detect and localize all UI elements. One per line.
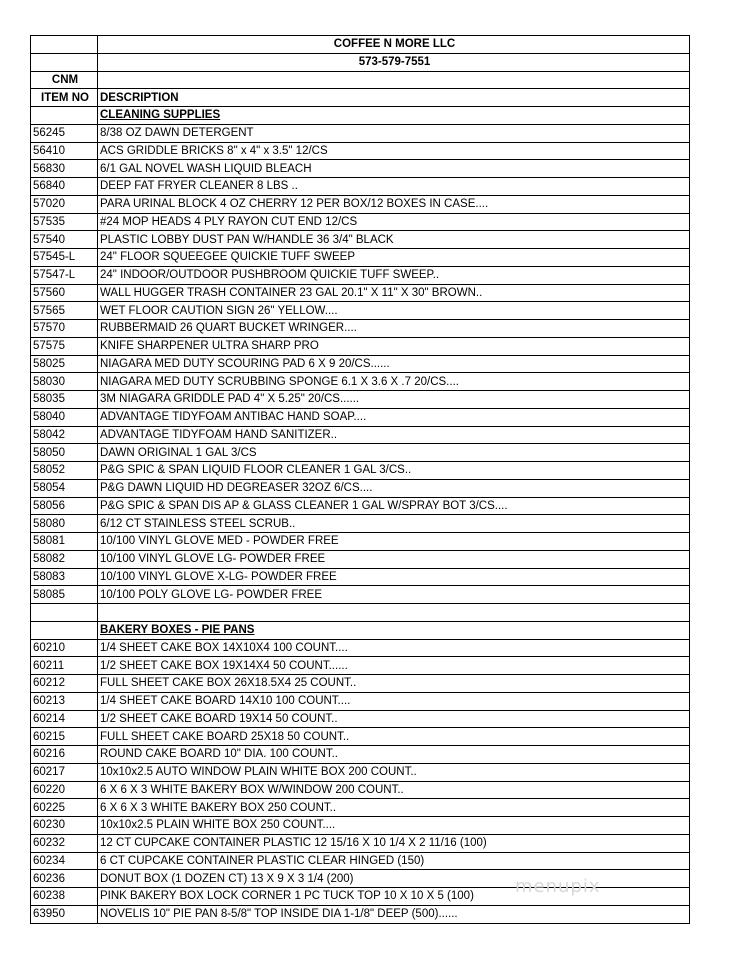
item-number: 60211 bbox=[31, 657, 98, 675]
table-row bbox=[31, 834, 690, 852]
table-row bbox=[31, 852, 690, 870]
table-row bbox=[31, 124, 690, 142]
table-row bbox=[31, 586, 690, 604]
item-description: 3M NIAGARA GRIDDLE PAD 4" X 5.25" 20/CS...... bbox=[98, 391, 690, 409]
item-number: 60230 bbox=[31, 817, 98, 835]
item-description: DEEP FAT FRYER CLEANER 8 LBS .. bbox=[98, 178, 690, 196]
table-row bbox=[31, 568, 690, 586]
item-number: 58056 bbox=[31, 497, 98, 515]
table-row bbox=[31, 302, 690, 320]
item-description: 8/38 OZ DAWN DETERGENT bbox=[98, 124, 690, 142]
item-description: FULL SHEET CAKE BOX 26X18.5X4 25 COUNT.. bbox=[98, 675, 690, 693]
item-number: 57535 bbox=[31, 213, 98, 231]
item-number: 58035 bbox=[31, 391, 98, 409]
item-description: 10/100 POLY GLOVE LG- POWDER FREE bbox=[98, 586, 690, 604]
item-number: 56410 bbox=[31, 142, 98, 160]
item-description: 1/2 SHEET CAKE BOX 19X14X4 50 COUNT...... bbox=[98, 657, 690, 675]
blank-row bbox=[31, 604, 690, 622]
item-description: PLASTIC LOBBY DUST PAN W/HANDLE 36 3/4" BLACK bbox=[98, 231, 690, 249]
price-list-body bbox=[31, 36, 690, 924]
section-title: CLEANING SUPPLIES bbox=[98, 107, 690, 125]
table-row bbox=[31, 320, 690, 338]
blank-cell bbox=[31, 604, 98, 622]
item-number: 60220 bbox=[31, 781, 98, 799]
table-row bbox=[31, 213, 690, 231]
table-row bbox=[31, 337, 690, 355]
item-description: PARA URINAL BLOCK 4 OZ CHERRY 12 PER BOX/12 BOXES IN CASE.... bbox=[98, 195, 690, 213]
item-description: P&G SPIC & SPAN LIQUID FLOOR CLEANER 1 GAL 3/CS.. bbox=[98, 462, 690, 480]
item-number: 57575 bbox=[31, 337, 98, 355]
table-row bbox=[31, 639, 690, 657]
table-row bbox=[31, 444, 690, 462]
item-description: 10/100 VINYL GLOVE X-LG- POWDER FREE bbox=[98, 568, 690, 586]
table-row bbox=[31, 178, 690, 196]
item-number: 58080 bbox=[31, 515, 98, 533]
table-row bbox=[31, 728, 690, 746]
table-row bbox=[31, 231, 690, 249]
item-number: 58025 bbox=[31, 355, 98, 373]
item-description: NIAGARA MED DUTY SCOURING PAD 6 X 9 20/CS...... bbox=[98, 355, 690, 373]
table-row bbox=[31, 249, 690, 267]
company-name: COFFEE N MORE LLC bbox=[98, 36, 690, 54]
item-number: 60212 bbox=[31, 675, 98, 693]
item-number: 60238 bbox=[31, 888, 98, 906]
section-header-row bbox=[31, 621, 690, 639]
header-blank-cell bbox=[31, 36, 98, 54]
table-row bbox=[31, 905, 690, 923]
item-description: 6 CT CUPCAKE CONTAINER PLASTIC CLEAR HINGED (150) bbox=[98, 852, 690, 870]
item-number: 60214 bbox=[31, 710, 98, 728]
item-description: PINK BAKERY BOX LOCK CORNER 1 PC TUCK TOP 10 X 10 X 5 (100) bbox=[98, 888, 690, 906]
header-phone-row bbox=[31, 53, 690, 71]
item-number: 57020 bbox=[31, 195, 98, 213]
item-description: P&G SPIC & SPAN DIS AP & GLASS CLEANER 1 GAL W/SPRAY BOT 3/CS.... bbox=[98, 497, 690, 515]
item-number: 58085 bbox=[31, 586, 98, 604]
menupix-watermark: menupix bbox=[515, 876, 601, 897]
item-description: 1/4 SHEET CAKE BOX 14X10X4 100 COUNT.... bbox=[98, 639, 690, 657]
table-row bbox=[31, 657, 690, 675]
item-description: 1/4 SHEET CAKE BOARD 14X10 100 COUNT.... bbox=[98, 692, 690, 710]
table-row bbox=[31, 533, 690, 551]
company-phone: 573-579-7551 bbox=[98, 53, 690, 71]
item-number: 57545-L bbox=[31, 249, 98, 267]
header-company-row bbox=[31, 36, 690, 54]
item-description: 12 CT CUPCAKE CONTAINER PLASTIC 12 15/16 X 10 1/4 X 2 11/16 (100) bbox=[98, 834, 690, 852]
item-number: 63950 bbox=[31, 905, 98, 923]
item-number: 56840 bbox=[31, 178, 98, 196]
header-cnm-row bbox=[31, 71, 690, 89]
table-row bbox=[31, 799, 690, 817]
item-description: P&G DAWN LIQUID HD DEGREASER 32OZ 6/CS.... bbox=[98, 479, 690, 497]
table-row bbox=[31, 142, 690, 160]
table-row bbox=[31, 408, 690, 426]
column-header-description: DESCRIPTION bbox=[98, 89, 690, 107]
item-number: 60217 bbox=[31, 763, 98, 781]
item-number: 58042 bbox=[31, 426, 98, 444]
item-number: 60236 bbox=[31, 870, 98, 888]
table-row bbox=[31, 781, 690, 799]
item-number: 60234 bbox=[31, 852, 98, 870]
item-description: DONUT BOX (1 DOZEN CT) 13 X 9 X 3 1/4 (200) bbox=[98, 870, 690, 888]
table-row bbox=[31, 355, 690, 373]
item-number: 58082 bbox=[31, 550, 98, 568]
item-number: 60225 bbox=[31, 799, 98, 817]
table-row bbox=[31, 817, 690, 835]
item-description: #24 MOP HEADS 4 PLY RAYON CUT END 12/CS bbox=[98, 213, 690, 231]
item-description: 10/100 VINYL GLOVE LG- POWDER FREE bbox=[98, 550, 690, 568]
item-description: DAWN ORIGINAL 1 GAL 3/CS bbox=[98, 444, 690, 462]
item-number: 60216 bbox=[31, 746, 98, 764]
item-description: NOVELIS 10" PIE PAN 8-5/8" TOP INSIDE DIA 1-1/8" DEEP (500)...... bbox=[98, 905, 690, 923]
table-row bbox=[31, 763, 690, 781]
item-description: WALL HUGGER TRASH CONTAINER 23 GAL 20.1" X 11" X 30" BROWN.. bbox=[98, 284, 690, 302]
column-header-item-no: ITEM NO bbox=[31, 89, 98, 107]
table-row bbox=[31, 373, 690, 391]
table-row bbox=[31, 675, 690, 693]
item-description: WET FLOOR CAUTION SIGN 26" YELLOW.... bbox=[98, 302, 690, 320]
item-description: 24" INDOOR/OUTDOOR PUSHBROOM QUICKIE TUFF SWEEP.. bbox=[98, 266, 690, 284]
table-row bbox=[31, 497, 690, 515]
table-row bbox=[31, 195, 690, 213]
table-row bbox=[31, 515, 690, 533]
table-row bbox=[31, 266, 690, 284]
item-number: 60210 bbox=[31, 639, 98, 657]
price-list-table bbox=[30, 35, 690, 924]
item-description: 6 X 6 X 3 WHITE BAKERY BOX W/WINDOW 200 COUNT.. bbox=[98, 781, 690, 799]
header-blank-cell bbox=[98, 71, 690, 89]
table-row bbox=[31, 550, 690, 568]
item-number: 60232 bbox=[31, 834, 98, 852]
item-number: 56830 bbox=[31, 160, 98, 178]
table-row bbox=[31, 160, 690, 178]
header-blank-cell bbox=[31, 53, 98, 71]
item-number: 57565 bbox=[31, 302, 98, 320]
item-description: RUBBERMAID 26 QUART BUCKET WRINGER.... bbox=[98, 320, 690, 338]
table-row bbox=[31, 284, 690, 302]
item-description: 1/2 SHEET CAKE BOARD 19X14 50 COUNT.. bbox=[98, 710, 690, 728]
section-header-row bbox=[31, 107, 690, 125]
item-description: 10/100 VINYL GLOVE MED - POWDER FREE bbox=[98, 533, 690, 551]
item-description: 6/1 GAL NOVEL WASH LIQUID BLEACH bbox=[98, 160, 690, 178]
item-description: 6/12 CT STAINLESS STEEL SCRUB.. bbox=[98, 515, 690, 533]
item-description: 10x10x2.5 AUTO WINDOW PLAIN WHITE BOX 200 COUNT.. bbox=[98, 763, 690, 781]
item-number: 57547-L bbox=[31, 266, 98, 284]
item-number: 58052 bbox=[31, 462, 98, 480]
section-blank-cell bbox=[31, 107, 98, 125]
item-number: 58050 bbox=[31, 444, 98, 462]
table-row bbox=[31, 391, 690, 409]
item-description: 24" FLOOR SQUEEGEE QUICKIE TUFF SWEEP bbox=[98, 249, 690, 267]
item-number: 58054 bbox=[31, 479, 98, 497]
header-columns-row bbox=[31, 89, 690, 107]
item-number: 60213 bbox=[31, 692, 98, 710]
section-title: BAKERY BOXES - PIE PANS bbox=[98, 621, 690, 639]
item-description: ADVANTAGE TIDYFOAM HAND SANITIZER.. bbox=[98, 426, 690, 444]
item-description: NIAGARA MED DUTY SCRUBBING SPONGE 6.1 X 3.6 X .7 20/CS.... bbox=[98, 373, 690, 391]
table-row bbox=[31, 692, 690, 710]
item-description: ROUND CAKE BOARD 10" DIA. 100 COUNT.. bbox=[98, 746, 690, 764]
item-description: FULL SHEET CAKE BOARD 25X18 50 COUNT.. bbox=[98, 728, 690, 746]
item-number: 56245 bbox=[31, 124, 98, 142]
table-row bbox=[31, 710, 690, 728]
item-description: 6 X 6 X 3 WHITE BAKERY BOX 250 COUNT.. bbox=[98, 799, 690, 817]
item-description: 10x10x2.5 PLAIN WHITE BOX 250 COUNT.... bbox=[98, 817, 690, 835]
item-description: ACS GRIDDLE BRICKS 8" x 4" x 3.5" 12/CS bbox=[98, 142, 690, 160]
column-header-cnm: CNM bbox=[31, 71, 98, 89]
section-blank-cell bbox=[31, 621, 98, 639]
item-number: 57570 bbox=[31, 320, 98, 338]
table-row bbox=[31, 746, 690, 764]
item-number: 58030 bbox=[31, 373, 98, 391]
item-number: 58083 bbox=[31, 568, 98, 586]
item-description: KNIFE SHARPENER ULTRA SHARP PRO bbox=[98, 337, 690, 355]
table-row bbox=[31, 426, 690, 444]
item-number: 58040 bbox=[31, 408, 98, 426]
item-number: 57560 bbox=[31, 284, 98, 302]
item-description: ADVANTAGE TIDYFOAM ANTIBAC HAND SOAP.... bbox=[98, 408, 690, 426]
item-number: 60215 bbox=[31, 728, 98, 746]
item-number: 58081 bbox=[31, 533, 98, 551]
table-row bbox=[31, 462, 690, 480]
item-number: 57540 bbox=[31, 231, 98, 249]
table-row bbox=[31, 479, 690, 497]
blank-cell bbox=[98, 604, 690, 622]
